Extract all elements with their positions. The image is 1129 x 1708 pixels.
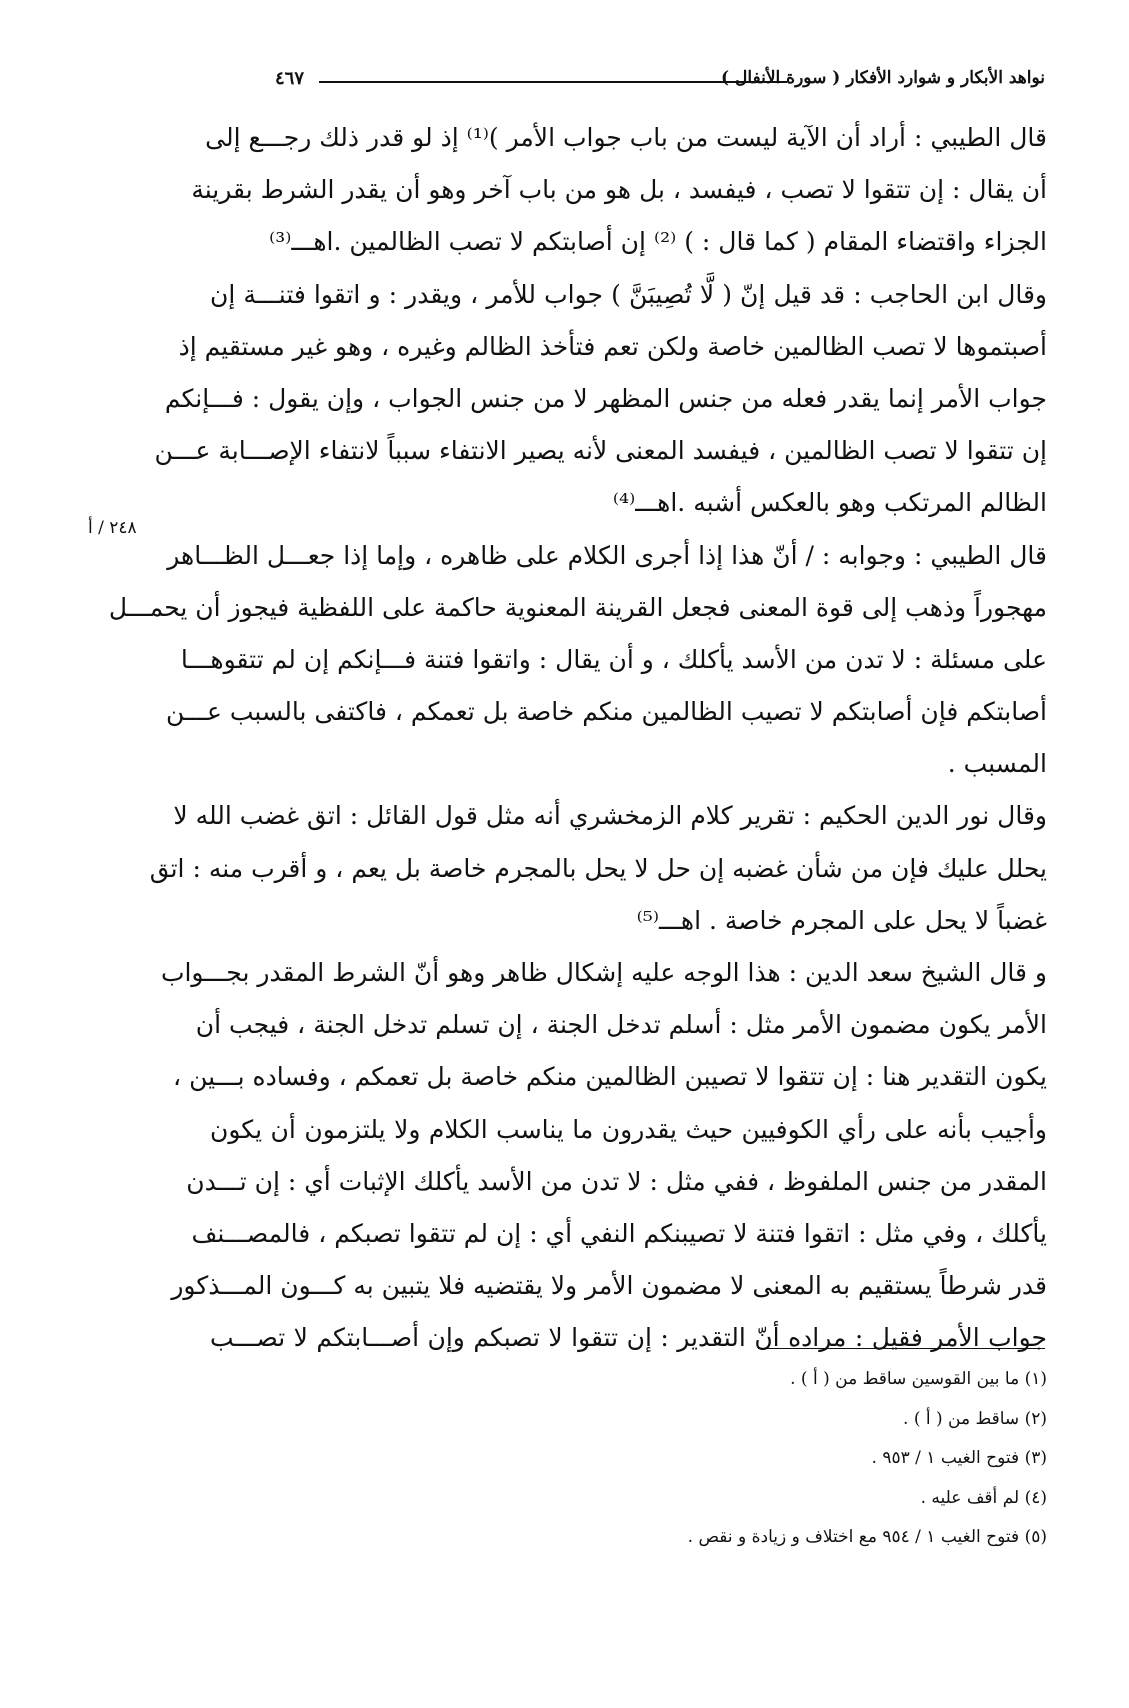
text-line: الظالم المرتكب وهو بالعكس أشبه .اهـــ⁽⁴⁾	[612, 488, 1047, 518]
text-line: جواب الأمر إنما يقدر فعله من جنس المظهر لا من جنس الجواب ، وإن يقول : فـــإنكم	[164, 383, 1047, 413]
header-rule	[319, 81, 787, 83]
footnotes	[380, 1360, 1047, 1558]
text-line: مهجوراً وذهب إلى قوة المعنى فجعل القرينة المعنوية حاكمة على اللفظية فيجوز أن يحمـــل	[108, 592, 1047, 622]
running-header	[275, 68, 1045, 94]
text-line: إن تتقوا لا تصب الظالمين ، فيفسد المعنى لأنه يصير الانتفاء سبباً لانتفاء الإصـــابة عـــن	[154, 436, 1047, 466]
text-line: وقال ابن الحاجب : قد قيل إنّ ( لَّا تُصِيبَنَّ ) جواب للأمر ، ويقدر : و اتقوا فتنـــة إن	[210, 279, 1047, 309]
text-line: أصابتكم فإن أصابتكم لا تصيب الظالمين منكم خاصة بل تعمكم ، فاكتفى بالسبب عـــن	[166, 697, 1047, 727]
margin-folio-note: ٢٤٨ / أ	[88, 518, 137, 538]
text-line: و قال الشيخ سعد الدين : هذا الوجه عليه إشكال ظاهر وهو أنّ الشرط المقدر بجـــواب	[160, 958, 1047, 987]
footnote-item: (١) ما بين القوسين ساقط من ( أ ) .	[790, 1369, 1047, 1389]
text-line: أن يقال : إن تتقوا لا تصب ، فيفسد ، بل هو من باب آخر وهو أن يقدر الشرط بقرينة	[191, 175, 1047, 205]
text-line: الجزاء واقتضاء المقام ( كما قال : ) ⁽²⁾ إن أصابتكم لا تصب الظالمين .اهـــ⁽³⁾	[269, 227, 1047, 257]
text-line: قال الطيبي : أراد أن الآية ليست من باب جواب الأمر )⁽¹⁾ إذ لو قدر ذلك رجـــع إلى	[205, 123, 1047, 152]
page-number: ٤٦٧	[275, 68, 305, 89]
text-line: يحلل عليك فإن من شأن غضبه إن حل لا يحل بالمجرم خاصة بل يعم ، و أقرب منه : اتق	[149, 853, 1047, 883]
text-line: الأمر يكون مضمون الأمر مثل : أسلم تدخل الجنة ، إن تسلم تدخل الجنة ، فيجب أن	[195, 1010, 1047, 1040]
text-line: يأكلك ، وفي مثل : اتقوا فتنة لا تصيبنكم النفي أي : إن لم تتقوا تصبكم ، فالمصـــنف	[191, 1218, 1047, 1248]
text-line: المقدر من جنس الملفوظ ، ففي مثل : لا تدن من الأسد يأكلك الإثبات أي : إن تـــدن	[186, 1166, 1047, 1196]
text-line: يكون التقدير هنا : إن تتقوا لا تصيبن الظالمين منكم خاصة بل تعمكم ، وفساده بـــين ،	[173, 1062, 1047, 1092]
text-line: جواب الأمر فقيل : مراده أنّ التقدير : إن تتقوا لا تصبكم وإن أصـــابتكم لا تصـــب	[210, 1323, 1047, 1353]
text-line: قدر شرطاً يستقيم به المعنى لا مضمون الأمر ولا يقتضيه فلا يتبين به كـــون المـــذكور	[171, 1271, 1047, 1301]
header-title: نواهد الأبكار و شوارد الأفكار ( سورة الأنفال )	[721, 68, 1045, 88]
text-line: غضباً لا يحل على المجرم خاصة . اهـــ⁽⁵⁾	[636, 905, 1047, 935]
footnote-item: (٣) فتوح الغيب ١ / ٩٥٣ .	[871, 1448, 1047, 1468]
footnote-item: (٥) فتوح الغيب ١ / ٩٥٤ مع اختلاف و زيادة و نقص .	[687, 1527, 1047, 1547]
text-line: وقال نور الدين الحكيم : تقرير كلام الزمخشري أنه مثل قول القائل : اتق غضب الله لا	[173, 801, 1047, 831]
text-line: وأجيب بأنه على رأي الكوفيين حيث يقدرون ما يناسب الكلام ولا يلتزمون أن يكون	[210, 1114, 1047, 1144]
footnote-separator	[758, 1348, 1045, 1349]
footnote-item: (٤) لم أقف عليه .	[920, 1487, 1047, 1508]
text-line: قال الطيبي : وجوابه : / أنّ هذا إذا أجرى الكلام على ظاهره ، وإما إذا جعـــل الظـــاهر	[167, 540, 1047, 570]
footnote-item: (٢) ساقط من ( أ ) .	[903, 1408, 1047, 1429]
text-line: المسبب .	[947, 749, 1047, 779]
text-line: أصبتموها لا تصب الظالمين خاصة ولكن تعم فتأخذ الظالم وغيره ، وهو غير مستقيم إذ	[178, 331, 1047, 361]
text-line: على مسئلة : لا تدن من الأسد يأكلك ، و أن يقال : واتقوا فتنة فـــإنكم إن لم تتقوهـــا	[180, 644, 1047, 674]
